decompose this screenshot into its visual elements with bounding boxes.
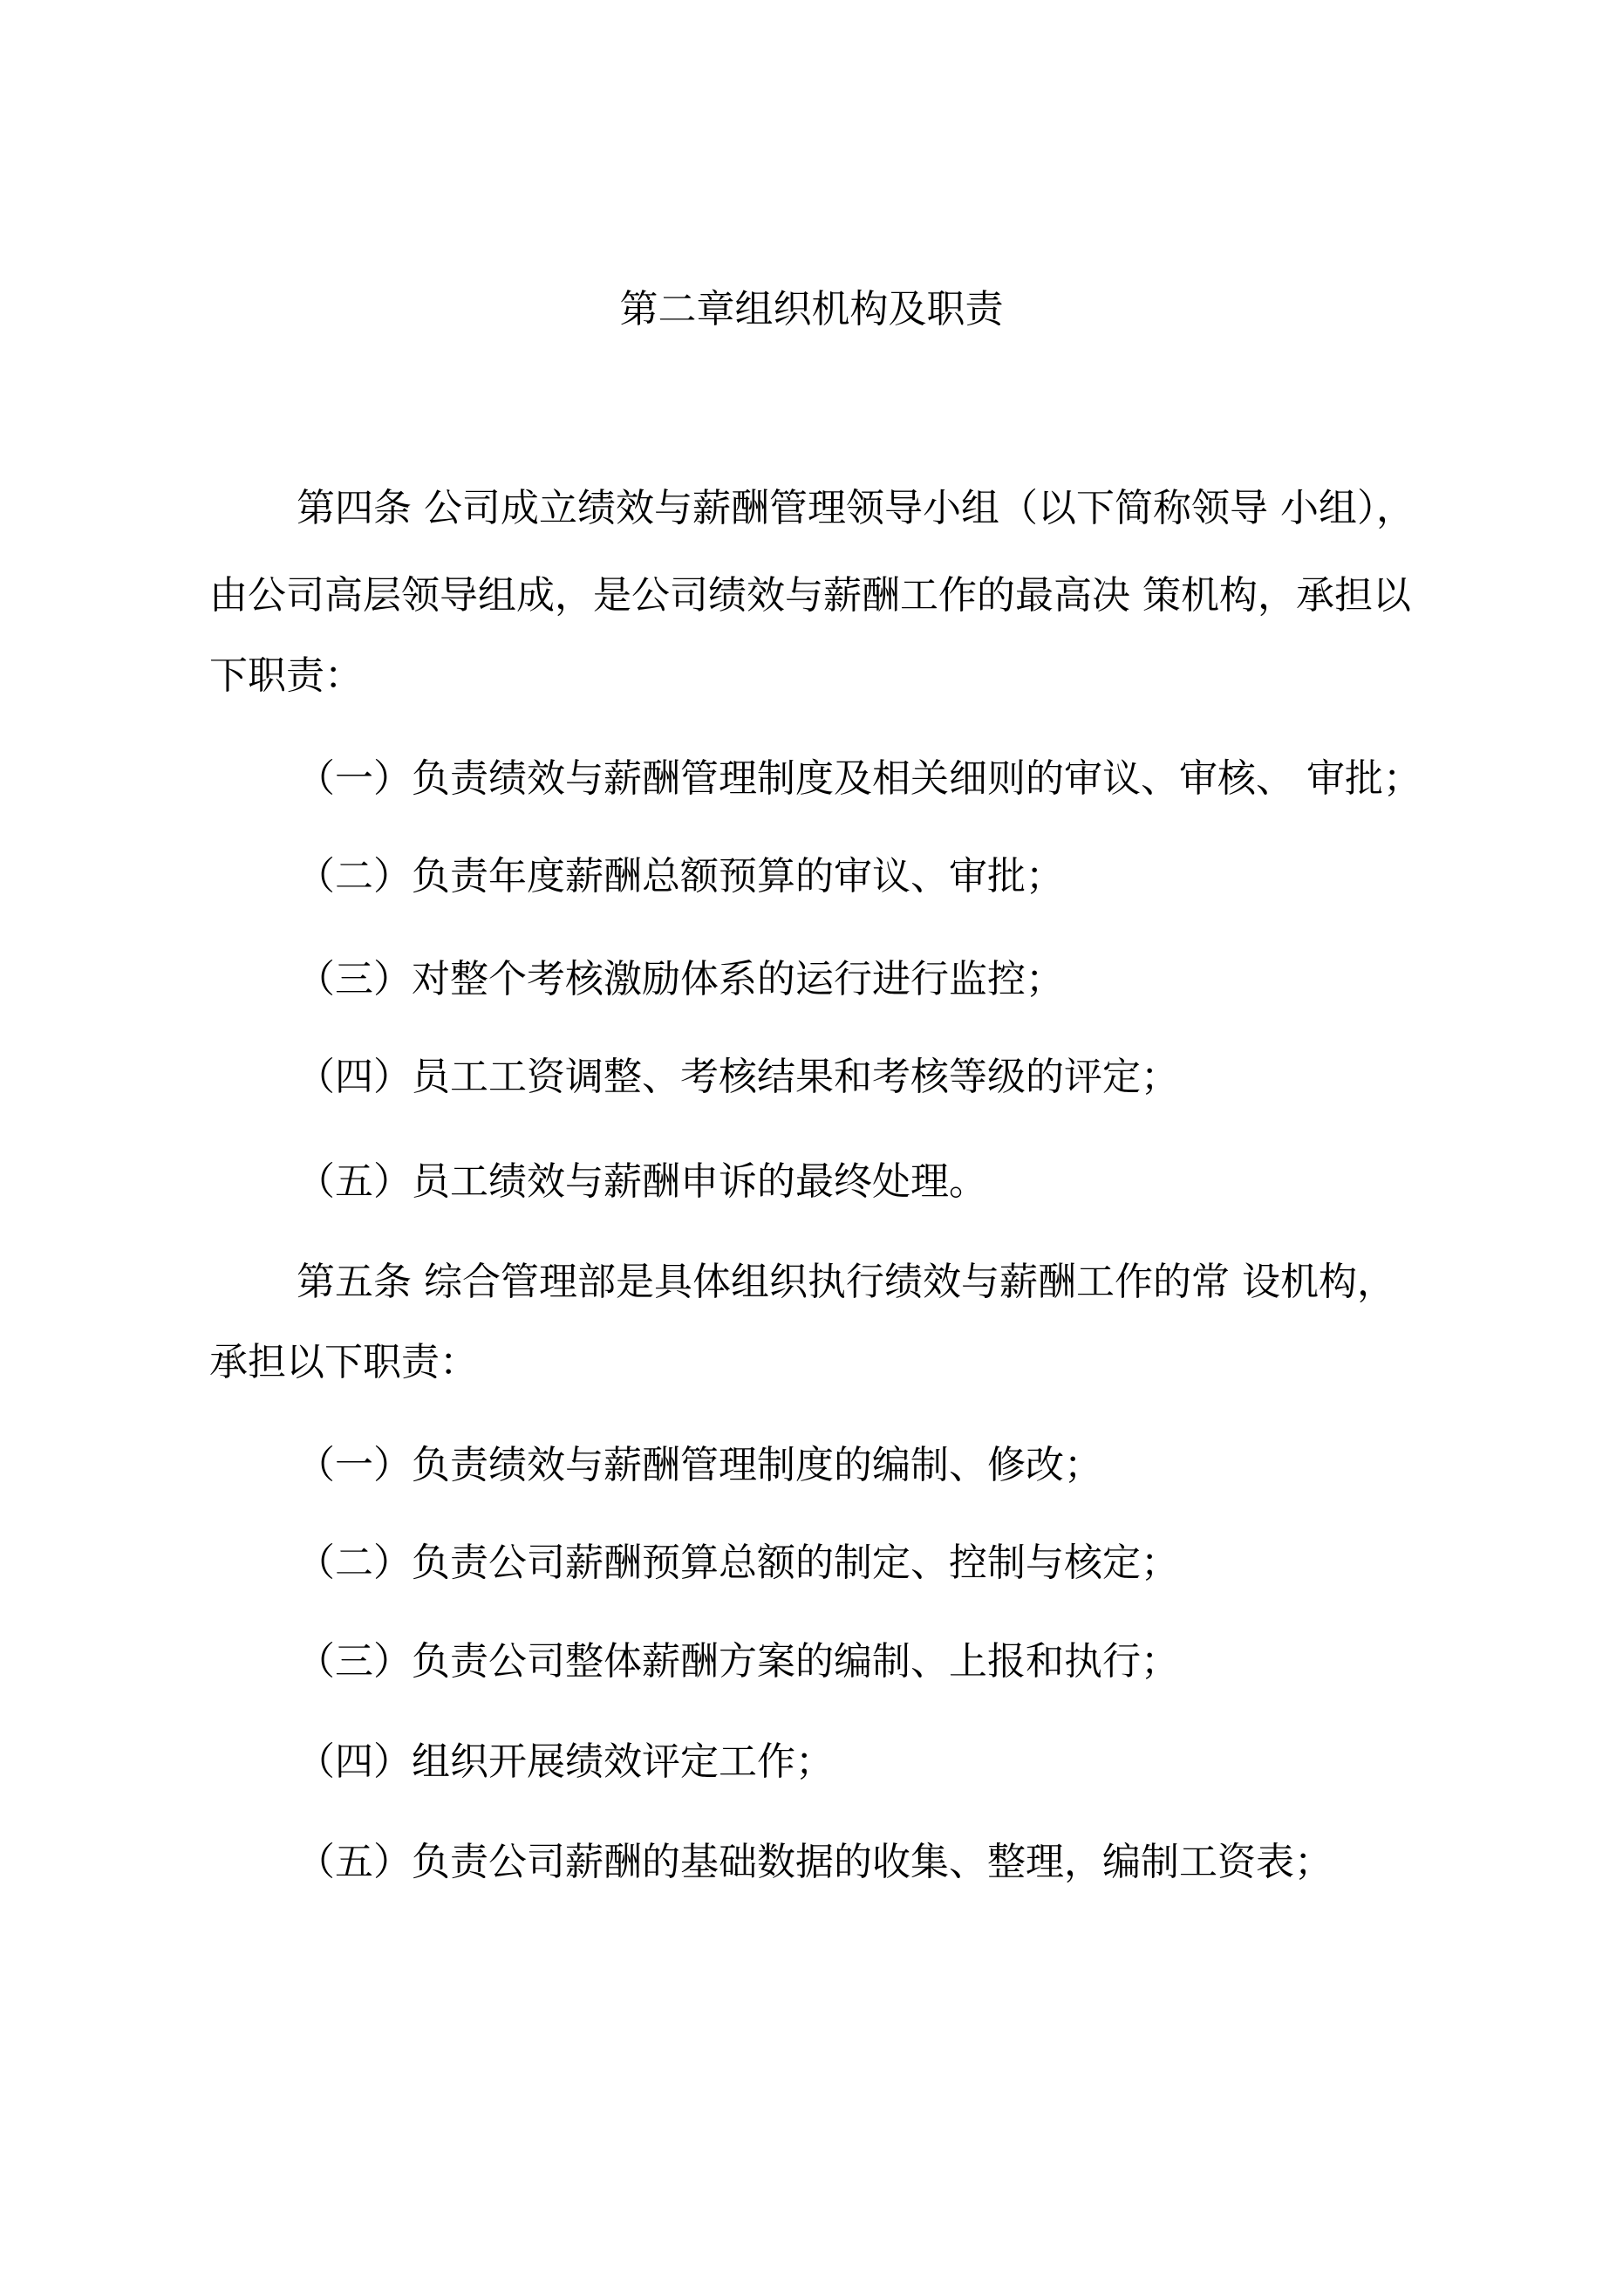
article4-item-1: （一）负责绩效与薪酬管理制度及相关细则的审议、审核、 审批； (297, 756, 1422, 801)
article5-line1: 第五条 综合管理部是具体组织执行绩效与薪酬工作的常 设机构， (297, 1260, 1395, 1304)
article5-item-1: （一）负责绩效与薪酬管理制度的编制、修改； (297, 1443, 1102, 1487)
article5-item-3: （三）负责公司整体薪酬方案的编制、上报和执行； (297, 1639, 1179, 1684)
chapter-title: 第二章组织机构及职责 (619, 287, 1004, 331)
article5-item-5: （五）负责公司薪酬的基础数据的收集、整理，编制工资表； (297, 1840, 1333, 1884)
article5-item-4: （四）组织开展绩效评定工作； (297, 1739, 834, 1784)
article5-item-2: （二）负责公司薪酬预算总额的制定、控制与核定； (297, 1541, 1179, 1585)
article4-item-3: （三）对整个考核激励体系的运行进行监控； (297, 957, 1064, 1001)
article4-line1: 第四条 公司成立绩效与薪酬管理领导小组（以下简称领导 小组）， (297, 486, 1415, 530)
article4-line3: 下职责： (209, 653, 363, 698)
article4-line2: 由公司高层领导组成，是公司绩效与薪酬工作的最高决 策机构，承担以 (209, 573, 1411, 618)
article5-line2: 承担以下职责： (209, 1340, 478, 1384)
article4-item-2: （二）负责年度薪酬总额预算的审议、审批； (297, 854, 1064, 899)
article4-item-5: （五）员工绩效与薪酬申诉的最终处理。 (297, 1159, 987, 1204)
article4-item-4: （四）员工工资调整、考核结果和考核等级的评定； (297, 1055, 1179, 1099)
